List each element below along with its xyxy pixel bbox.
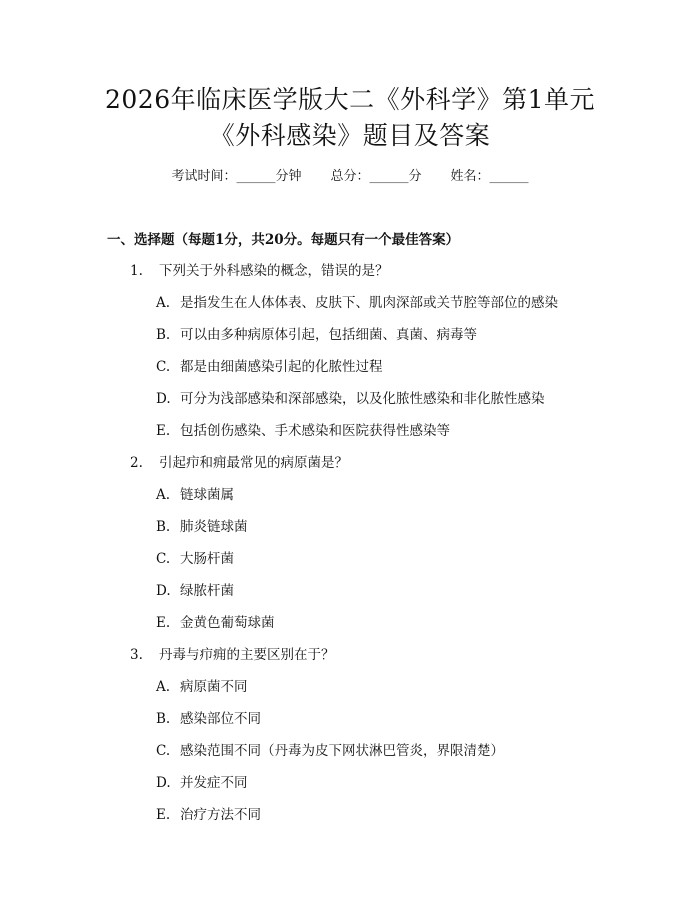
option-1-c — [156, 357, 383, 377]
option-letter: C. — [156, 551, 171, 567]
question-text: 丹毒与疖痈的主要区别在于？ — [159, 647, 335, 663]
question-number: 2. — [130, 455, 143, 471]
option-2-a — [156, 485, 234, 505]
option-letter: D. — [156, 583, 171, 599]
option-1-a — [156, 293, 558, 313]
option-text: 病原菌不同 — [180, 679, 248, 695]
option-text: 治疗方法不同 — [180, 807, 261, 823]
option-2-e — [156, 613, 275, 633]
name-label: 姓名： — [450, 169, 490, 184]
exam-time-unit: 分钟 — [275, 169, 302, 184]
section-heading: 一、选择题（每题1分，共20分。每题只有一个最佳答案） — [107, 232, 460, 248]
option-2-c — [156, 549, 234, 569]
option-text: 绿脓杆菌 — [180, 583, 234, 599]
option-letter: A. — [156, 487, 171, 503]
page-title-line-2: 《外科感染》题目及答案 — [209, 121, 491, 150]
question-number: 3. — [130, 647, 143, 663]
option-letter: B. — [156, 519, 171, 535]
name-blank: ______ — [489, 169, 529, 184]
option-letter: E. — [156, 615, 171, 631]
option-letter: B. — [156, 327, 171, 343]
option-1-d — [156, 389, 545, 409]
option-text: 大肠杆菌 — [180, 551, 234, 567]
option-2-d — [156, 581, 234, 601]
option-2-b — [156, 517, 248, 537]
question-1 — [130, 261, 389, 281]
option-3-c — [156, 741, 504, 761]
option-text: 肺炎链球菌 — [180, 519, 248, 535]
option-text: 链球菌属 — [180, 487, 234, 503]
option-text: 都是由细菌感染引起的化脓性过程 — [180, 359, 383, 375]
option-text: 可以由多种病原体引起，包括细菌、真菌、病毒等 — [180, 327, 477, 343]
option-text: 并发症不同 — [180, 775, 248, 791]
option-3-d — [156, 773, 248, 793]
page-title-line-1: 2026年临床医学版大二《外科学》第1单元 — [104, 85, 596, 114]
option-letter: D. — [156, 775, 171, 791]
option-text: 可分为浅部感染和深部感染，以及化脓性感染和非化脓性感染 — [180, 391, 545, 407]
option-letter: D. — [156, 391, 171, 407]
option-letter: A. — [156, 679, 171, 695]
option-letter: C. — [156, 743, 171, 759]
option-text: 感染范围不同（丹毒为皮下网状淋巴管炎，界限清楚） — [180, 743, 504, 759]
exam-info-row — [0, 167, 700, 187]
exam-time-label: 考试时间： — [171, 169, 237, 184]
option-letter: B. — [156, 711, 171, 727]
option-letter: E. — [156, 423, 171, 439]
option-1-b — [156, 325, 477, 345]
option-text: 包括创伤感染、手术感染和医院获得性感染等 — [180, 423, 450, 439]
question-3 — [130, 645, 335, 665]
option-text: 感染部位不同 — [180, 711, 261, 727]
option-3-e — [156, 805, 261, 825]
option-text: 金黄色葡萄球菌 — [180, 615, 275, 631]
total-score-unit: 分 — [408, 169, 422, 184]
option-letter: C. — [156, 359, 171, 375]
total-score-label: 总分： — [330, 169, 370, 184]
question-text: 下列关于外科感染的概念，错误的是？ — [159, 263, 389, 279]
option-text: 是指发生在人体体表、皮肤下、肌肉深部或关节腔等部位的感染 — [180, 295, 558, 311]
option-letter: E. — [156, 807, 171, 823]
option-3-b — [156, 709, 261, 729]
question-text: 引起疖和痈最常见的病原菌是？ — [159, 455, 348, 471]
total-score-blank: ______ — [369, 169, 409, 184]
option-letter: A. — [156, 295, 171, 311]
option-1-e — [156, 421, 450, 441]
exam-time-blank: ______ — [236, 169, 276, 184]
option-3-a — [156, 677, 248, 697]
question-2 — [130, 453, 348, 473]
question-number: 1. — [130, 263, 143, 279]
